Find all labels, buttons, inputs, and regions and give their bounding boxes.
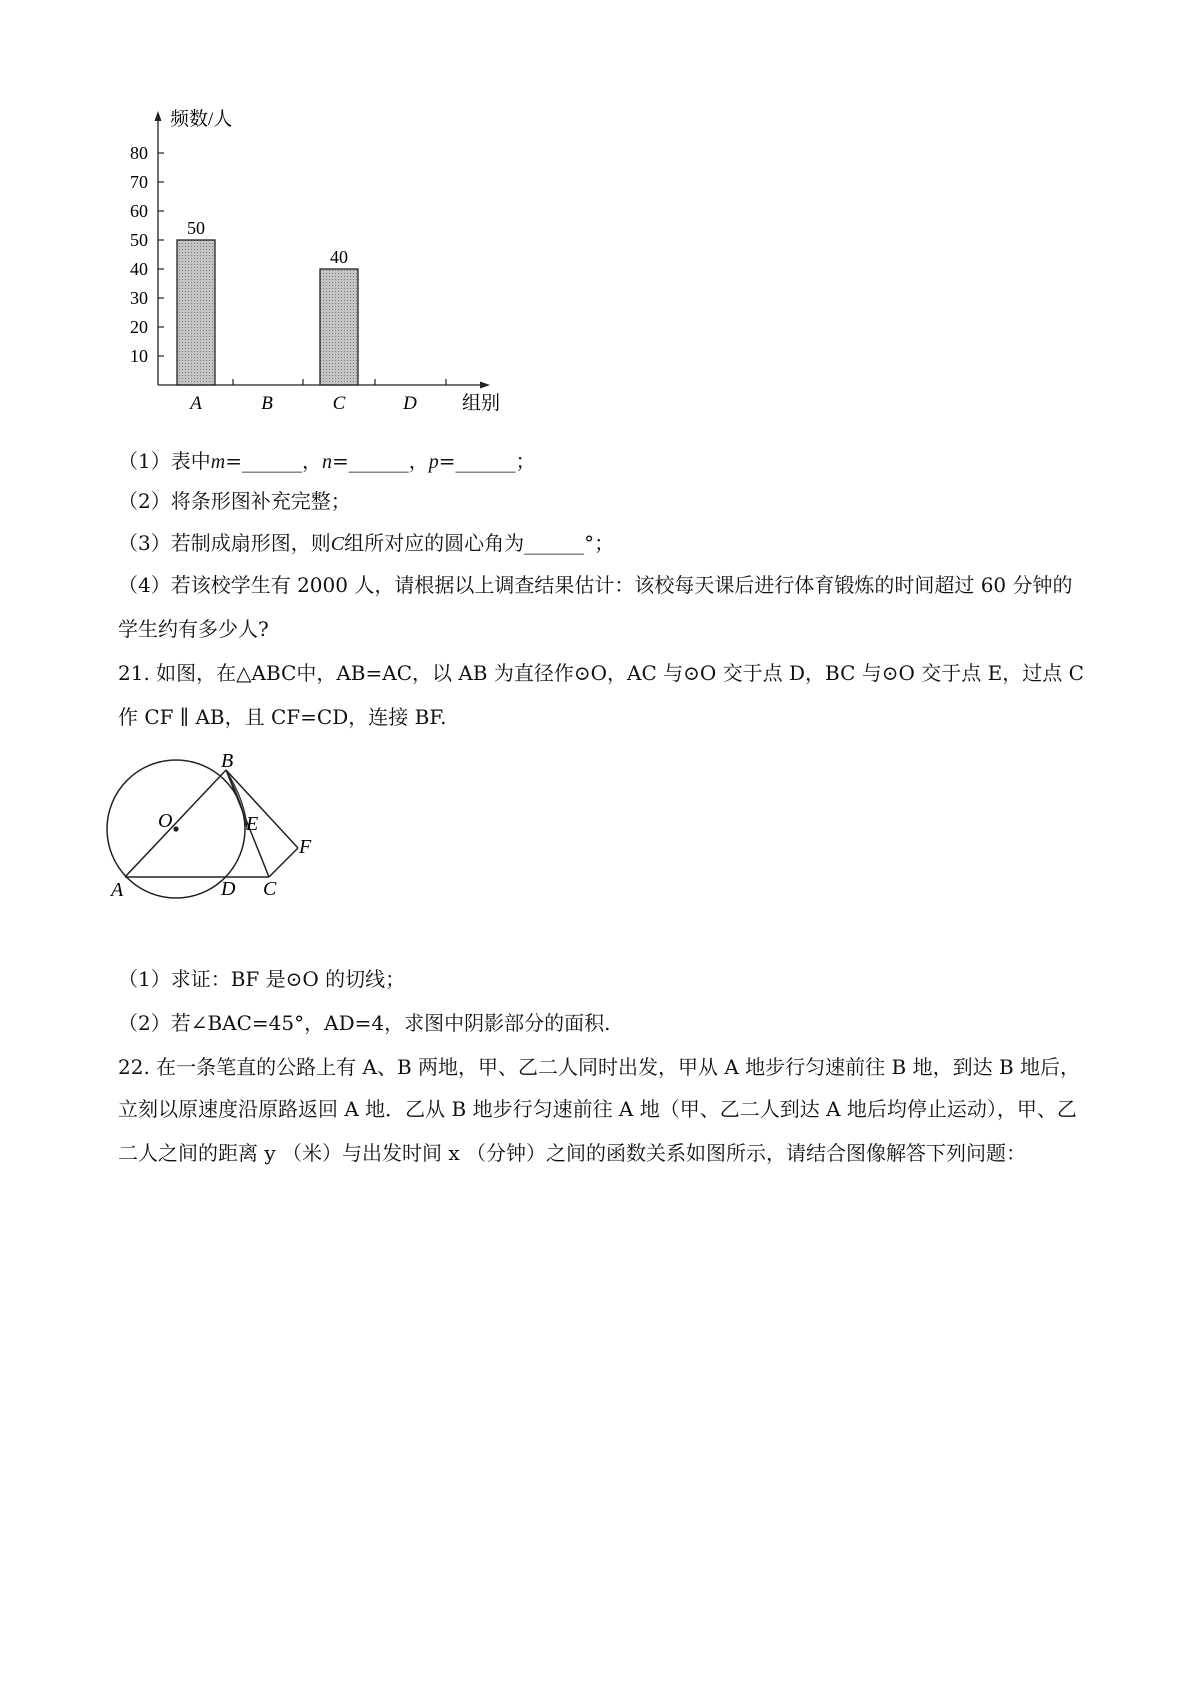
q21-sub2: （2）若∠BAC=45°，AD=4，求图中阴影部分的面积. [118, 1011, 611, 1035]
q20-part4-line2: 学生约有多少人? [118, 617, 269, 641]
x-tick-label: A [190, 393, 202, 414]
x-tick-label: D [403, 393, 417, 414]
label-b: B [221, 750, 234, 772]
y-tick-label: 70 [130, 172, 148, 192]
q20-part3: （3）若制成扇形图，则C组所对应的圆心角为______°； [118, 531, 615, 555]
label-e: E [246, 813, 259, 835]
q22-line2: 立刻以原速度沿原路返回 A 地．乙从 B 地步行匀速前往 A 地（甲、乙二人到达 A 地后均停止运动），甲、乙 [118, 1097, 1077, 1121]
y-tick-label: 40 [130, 259, 148, 279]
y-axis-arrow [155, 111, 162, 121]
bar-chart [110, 105, 550, 460]
segment-bf [226, 770, 298, 848]
bar-C [320, 269, 358, 385]
q20-part1: （1）表中m=______，n=______，p=______； [118, 449, 536, 473]
y-tick-label: 80 [130, 143, 148, 163]
x-axis-arrow [480, 382, 490, 389]
q22-line1: 22. 在一条笔直的公路上有 A、B 两地，甲、乙二人同时出发，甲从 A 地步行匀速前往 B 地，到达 B 地后， [118, 1055, 1081, 1079]
segment-ab [125, 770, 226, 877]
data-label: 50 [187, 218, 205, 238]
y-tick-label: 10 [130, 346, 148, 366]
geometry-figure [100, 750, 330, 905]
center-point [173, 826, 178, 831]
data-label: 40 [330, 247, 348, 267]
q21-sub1: （1）求证：BF 是⊙O 的切线； [118, 967, 406, 991]
label-f: F [299, 836, 312, 858]
x-tick-label: B [261, 393, 273, 414]
y-tick-label: 30 [130, 288, 148, 308]
label-d: D [221, 878, 236, 900]
segment-cf [269, 848, 298, 877]
q22-line3: 二人之间的距离 y （米）与出发时间 x （分钟）之间的函数关系如图所示，请结合图像解答下列问题： [118, 1141, 1027, 1165]
label-a: A [111, 879, 124, 901]
bar-A [177, 240, 215, 385]
y-axis-label: 频数/人 [170, 109, 233, 130]
x-tick-label: C [332, 393, 346, 414]
q20-part4-line1: （4）若该校学生有 2000 人，请根据以上调查结果估计：该校每天课后进行体育锻炼的时间超过 60 分钟的 [118, 573, 1073, 597]
y-tick-label: 50 [130, 230, 148, 250]
q21-line1: 21. 如图，在△ABC中，AB=AC，以 AB 为直径作⊙O，AC 与⊙O 交于点 D，BC 与⊙O 交于点 E，过点 C [118, 661, 1084, 685]
label-c: C [263, 878, 277, 900]
y-tick-label: 60 [130, 201, 148, 221]
y-tick-label: 20 [130, 317, 148, 337]
label-o: O [158, 810, 173, 832]
q20-part2: （2）将条形图补充完整； [118, 489, 351, 513]
x-axis-label: 组别 [462, 393, 501, 414]
q21-line2: 作 CF ∥ AB，且 CF=CD，连接 BF. [118, 705, 447, 729]
